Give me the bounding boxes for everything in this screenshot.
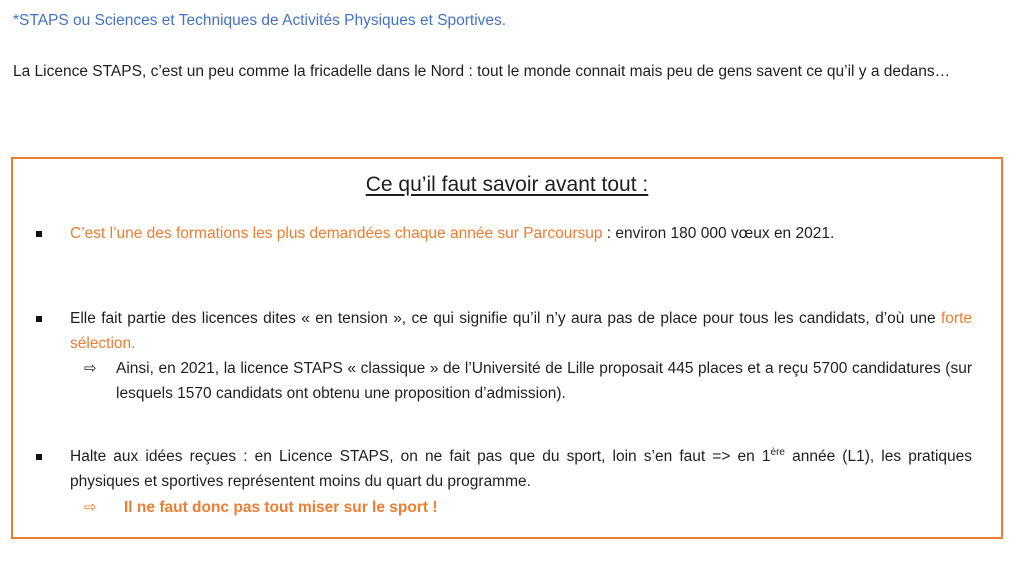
conclusion-text: Il ne faut donc pas tout miser sur le sport ! [124,499,438,516]
item-text: Halte aux idées reçues : en Licence STAPS, on ne fait pas que du sport, loin s’en faut => en 1 [70,448,771,465]
sub-item: Ainsi, en 2021, la licence STAPS « classique » de l’Université de Lille proposait 445 places et a reçu 5700 candidatures (sur lesquels 1570 candidats ont obtenu une proposition d’admission). [116,360,972,402]
square-bullet-icon [36,454,42,460]
list-item [70,306,972,356]
list-item [70,444,972,494]
outline-right-arrow-icon: ⇨ [84,499,97,516]
footnote: *STAPS ou Sciences et Techniques de Activités Physiques et Sportives. [13,12,507,29]
item-text: année (L1), les pratiques physiques et sportives représentent moins du quart du programme. [70,448,972,490]
item-text: : environ 180 000 vœux en 2021. [602,225,835,242]
highlight-text: C’est l’une des formations les plus demandées chaque année sur Parcoursup [70,225,603,242]
highlight-text: forte sélection. [70,310,972,352]
item-text: Elle fait partie des licences dites « en tension », ce qui signifie qu’il n’y aura pas de place pour tous les candidats, d’où une [70,310,941,327]
list-item [70,221,972,246]
square-bullet-icon [36,316,42,322]
outline-right-arrow-icon: ⇨ [84,360,97,377]
info-box [11,157,1003,539]
box-title: Ce qu’il faut savoir avant tout : [365,173,649,196]
intro-paragraph: La Licence STAPS, c’est un peu comme la fricadelle dans le Nord : tout le monde connait mais peu de gens savent ce qu’il y a dedans… [13,63,951,80]
square-bullet-icon [36,231,42,237]
superscript: ère [770,446,785,458]
